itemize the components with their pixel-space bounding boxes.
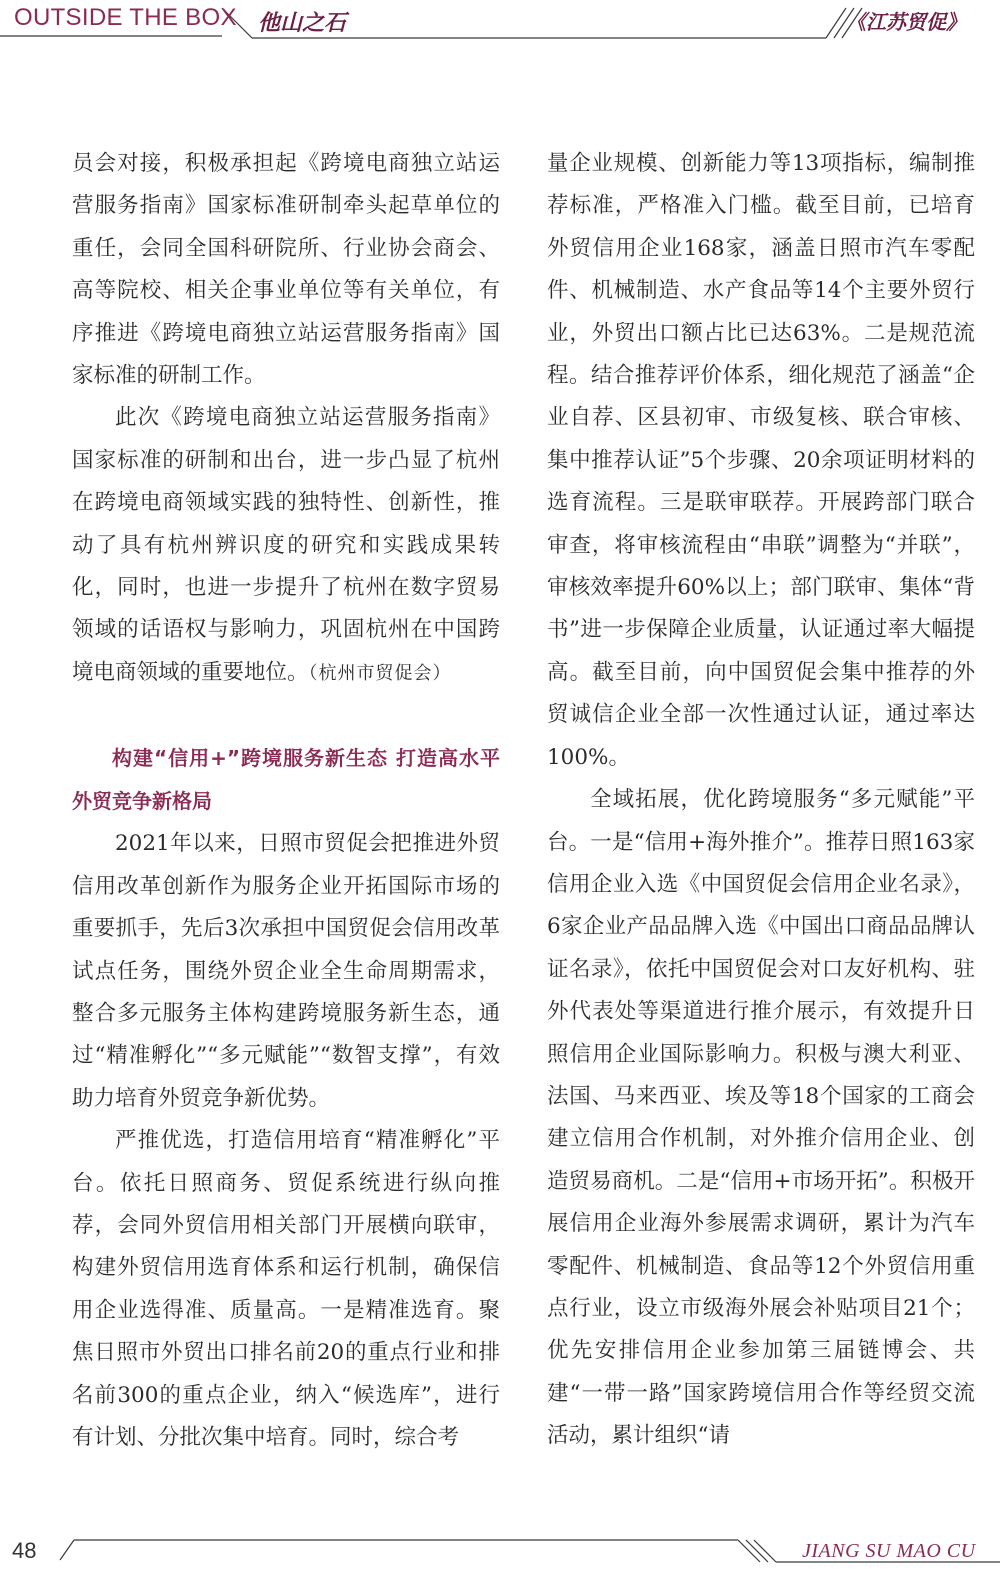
- paragraph-text: 此次《跨境电商独立站运营服务指南》国家标准的研制和出台，进一步凸显了杭州在跨境电商领域实践的独特性、创新性，推动了具有杭州辨识度的研究和实践成果转化，同时，也进一步提升了杭州在数字贸易领域的话语权与影响力，巩固杭州在中国跨境电商领域的重要地位。: [72, 405, 500, 685]
- paragraph: 员会对接，积极承担起《跨境电商独立站运营服务指南》国家标准研制牵头起草单位的重任，会同全国科研院所、行业协会商会、高等院校、相关企事业单位等有关单位，有序推进《跨境电商独立站运营服务指南》国家标准的研制工作。: [72, 151, 500, 389]
- section-label-cn: 他山之石: [258, 10, 347, 36]
- magazine-name-en: JIANG SU MAO CU: [802, 1540, 976, 1562]
- article-heading: 构建“信用+”跨境服务新生态 打造高水平外贸竞争新格局: [72, 746, 500, 814]
- right-column: [547, 143, 975, 1458]
- paragraph: 全域拓展，优化跨境服务“多元赋能”平台。一是“信用+海外推介”。推荐日照163家信用企业入选《中国贸促会信用企业名录》，6家企业产品品牌入选《中国出口商品品牌认证名录》，依托中国贸促会对口友好机构、驻外代表处等渠道进行推介展示，有效提升日照信用企业国际影响力。积极与澳大利亚、法国、马来西亚、埃及等18个国家的工商会建立信用合作机制，对外推介信用企业、创造贸易商机。二是“信用+市场开拓”。积极开展信用企业海外参展需求调研，累计为汽车零配件、机械制造、食品等12个外贸信用重点行业，设立市级海外展会补贴项目21个；优先安排信用企业参加第三届链博会、共建“一带一路”国家跨境信用合作等经贸交流活动，累计组织“请: [547, 787, 975, 1449]
- article-source: （杭州市贸促会）: [308, 662, 452, 684]
- paragraph: [72, 397, 500, 695]
- section-label-en: OUTSIDE THE BOX: [14, 4, 237, 31]
- paragraph: 严推优选，打造信用培育“精准孵化”平台。依托日照商务、贸促系统进行纵向推荐，会同外贸信用相关部门开展横向联审，构建外贸信用选育体系和运行机制，确保信用企业选得准、质量高。一是精准选育。聚焦日照市外贸出口排名前20的重点行业和排名前300的重点企业，纳入“候选库”，进行有计划、分批次集中培育。同时，综合考: [72, 1128, 500, 1450]
- paragraph: 2021年以来，日照市贸促会把推进外贸信用改革创新作为服务企业开拓国际市场的重要抓手，先后3次承担中国贸促会信用改革试点任务，围绕外贸企业全生命周期需求，整合多元服务主体构建跨境服务新生态，通过“精准孵化”“多元赋能”“数智支撑”，有效助力培育外贸竞争新优势。: [72, 831, 500, 1111]
- section-gap: [72, 695, 500, 737]
- page-number: 48: [12, 1538, 37, 1563]
- magazine-name: 《江苏贸促》: [846, 10, 966, 34]
- left-column: [72, 143, 500, 1459]
- paragraph: 量企业规模、创新能力等13项指标，编制推荐标准，严格准入门槛。截至目前，已培育外贸信用企业168家，涵盖日照市汽车零配件、机械制造、水产食品等14个主要外贸行业，外贸出口额占比已达63%。二是规范流程。结合推荐评价体系，细化规范了涵盖“企业自荐、区县初审、市级复核、联合审核、集中推荐认证”5个步骤、20余项证明材料的选育流程。三是联审联荐。开展跨部门联合审查，将审核流程由“串联”调整为“并联”，审核效率提升60%以上；部门联审、集体“背书”进一步保障企业质量，认证通过率大幅提高。截至目前，向中国贸促会集中推荐的外贸诚信企业全部一次性通过认证，通过率达100%。: [547, 151, 975, 770]
